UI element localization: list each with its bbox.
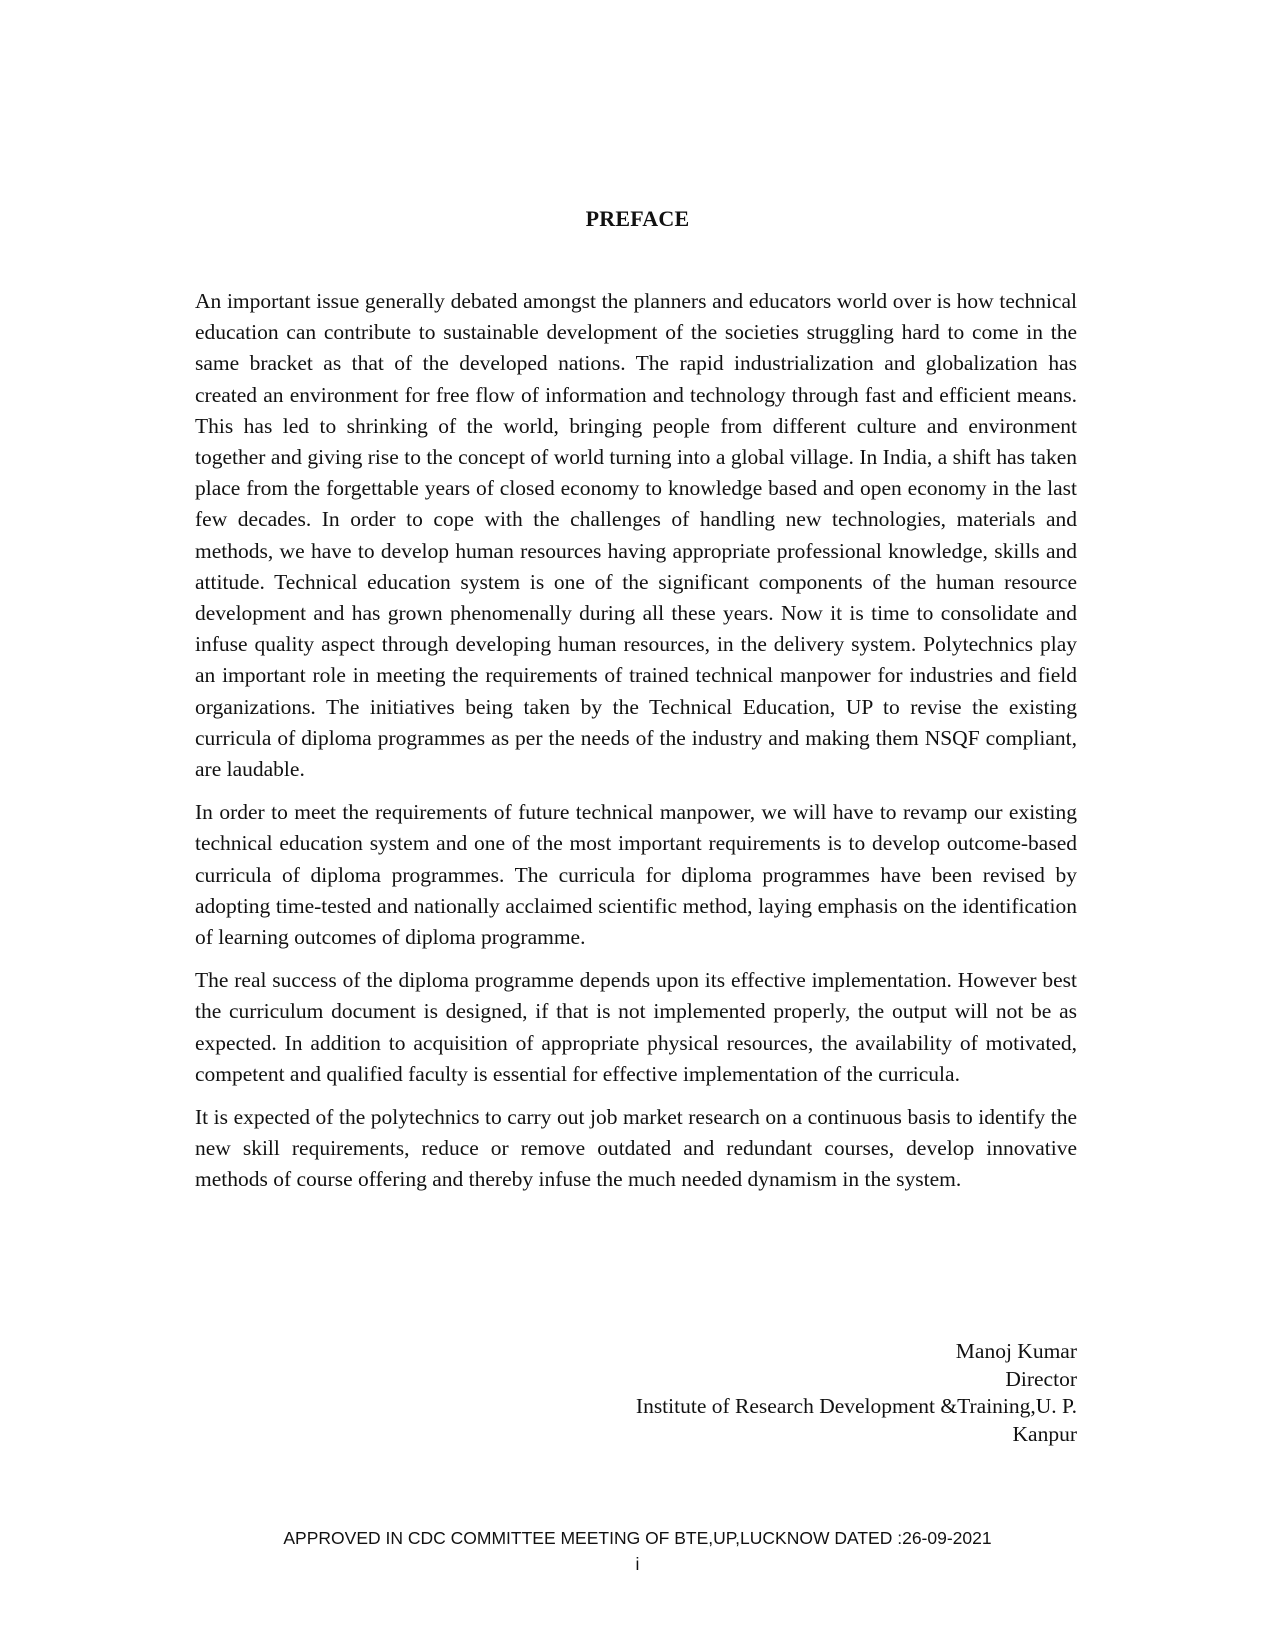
approval-note: APPROVED IN CDC COMMITTEE MEETING OF BTE,UP,LUCKNOW DATED :26-09-2021 [283,1528,992,1548]
preface-body [195,286,1077,1208]
signatory-name: Manoj Kumar [955,1339,1077,1363]
page-title: PREFACE [585,206,690,231]
paragraph: In order to meet the requirements of future technical manpower, we will have to revamp our existing technical education system and one of the most important requirements is to develop outcome-based curricula of diploma programmes. The curricula for diploma programmes have been revised by adopting time-tested and nationally acclaimed scientific method, laying emphasis on the identification of learning outcomes of diploma programme. [195,800,1077,950]
paragraph: The real success of the diploma programme depends upon its effective implementation. However best the curriculum document is designed, if that is not implemented properly, the output will not be as expected. In addition to acquisition of appropriate physical resources, the availability of motivated, competent and qualified faculty is essential for effective implementation of the curricula. [195,968,1077,1086]
signature-block [636,1338,1077,1448]
paragraph: It is expected of the polytechnics to carry out job market research on a continuous basis to identify the new skill requirements, reduce or remove outdated and redundant courses, develop innovative methods of course offering and thereby infuse the much needed dynamism in the system. [195,1105,1077,1192]
signatory-designation: Director [1005,1366,1077,1391]
paragraph: An important issue generally debated amongst the planners and educators world over is how technical education can contribute to sustainable development of the societies struggling hard to come in the same bracket as that of the developed nations. The rapid industrialization and globalization has created an environment for free flow of information and technology through fast and efficient means. This has led to shrinking of the world, bringing people from different culture and environment together and giving rise to the concept of world turning into a global village. In India, a shift has taken place from the forgettable years of closed economy to knowledge based and open economy in the last few decades. In order to cope with the challenges of handling new technologies, materials and methods, we have to develop human resources having appropriate professional knowledge, skills and attitude. Technical education system is one of the significant components of the human resource development and has grown phenomenally during all these years. Now it is time to consolidate and infuse quality aspect through developing human resources, in the delivery system. Polytechnics play an important role in meeting the requirements of trained technical manpower for industries and field organizations. The initiatives being taken by the Technical Education, UP to revise the existing curricula of diploma programmes as per the needs of the industry and making them NSQF compliant, are laudable. [195,289,1077,782]
signatory-institute: Institute of Research Development &Training,U. P. [635,1394,1077,1418]
signatory-city: Kanpur [1012,1421,1077,1446]
page-footer [0,1525,1275,1577]
page-number: i [635,1554,640,1574]
